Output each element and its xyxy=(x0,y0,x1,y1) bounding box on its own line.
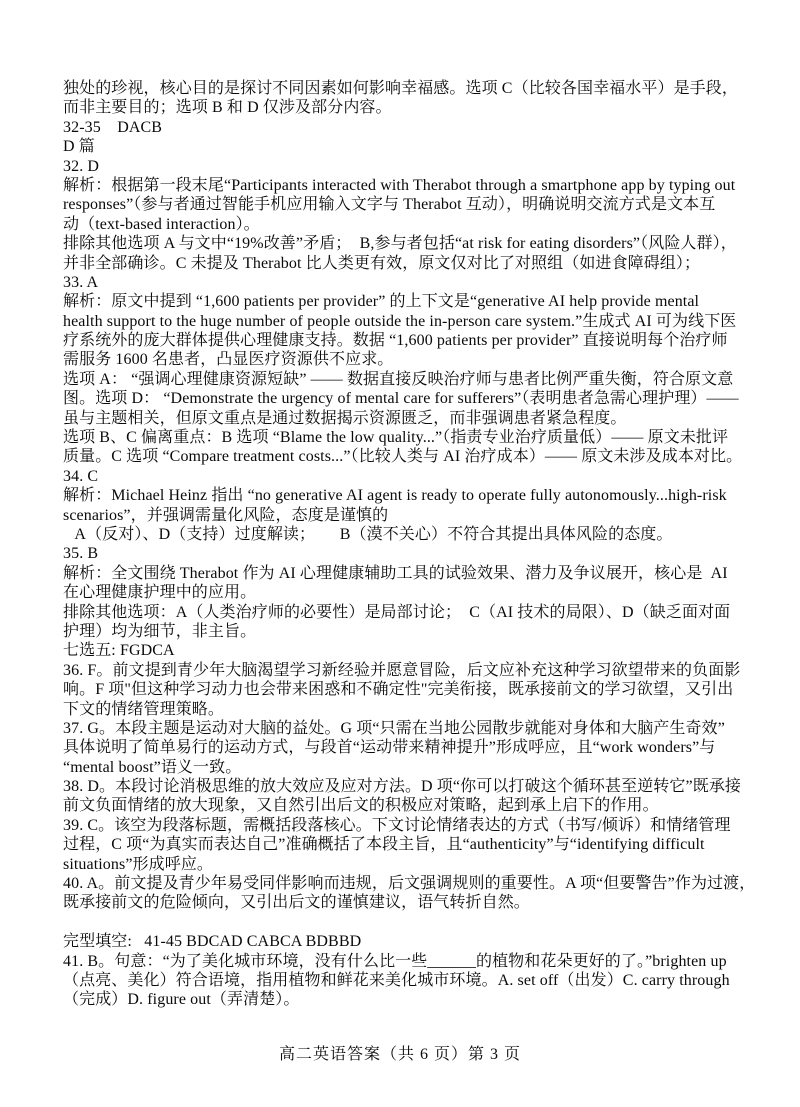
document-line: 具体说明了简单易行的运动方式，与段首“运动带来精神提升”形成呼应，且“work wonders”与 xyxy=(63,739,716,757)
document-line: 动（text-based interaction）。 xyxy=(63,215,260,233)
document-line: 38. D。本段讨论消极思维的放大效应及应对方法。D 项“你可以打破这个循环甚至逆转它”既承接 xyxy=(63,778,742,796)
document-line: scenarios”，并强调需量化风险，态度是谨慎的 xyxy=(63,506,389,524)
document-line: 既承接前文的危险倾向，又引出后文的谨慎建议，语气转折自然。 xyxy=(63,894,530,912)
document-line: 解析：Michael Heinz 指出 “no generative AI agent is ready to operate fully autonomously...high-risk xyxy=(63,487,727,505)
document-line: 35. B xyxy=(63,545,99,563)
document-line: 解析：根据第一段末尾“Participants interacted with Therabot through a smartphone app by typing out xyxy=(63,176,736,194)
document-line: 33. A xyxy=(63,273,99,291)
document-line: 36. F。前文提到青少年大脑渴望学习新经验并愿意冒险，后文应补充这种学习欲望带来的负面影 xyxy=(63,661,741,679)
document-line: 排除其他选项 A 与文中“19%改善”矛盾； B,参与者包括“at risk for eating disorders”（风险人群）， xyxy=(63,235,737,253)
document-line: 需服务 1600 名患者，凸显医疗资源供不应求。 xyxy=(63,351,394,369)
document-line: 图。选项 D： “Demonstrate the urgency of mental care for sufferers”（表明患者急需心理护理）—— xyxy=(63,390,739,408)
document-line: 解析：原文中提到 “1,600 patients per provider” 的上下文是“generative AI help provide mental xyxy=(63,293,700,311)
document-line: 虽与主题相关，但原文重点是通过数据揭示资源匮乏，而非强调患者紧急程度。 xyxy=(63,409,627,427)
document-line: 质量。C 选项 “Compare treatment costs...”（比较人类与 AI 治疗成本）—— 原文未涉及成本对比。 xyxy=(63,448,743,466)
document-line: responses”（参与者通过智能手机应用输入文字与 Therabot 互动），明确说明交流方式是文本互 xyxy=(63,196,716,214)
document-line: 40. A。前文提及青少年易受同伴影响而违规，后文强调规则的重要性。A 项“但要警告”作为过渡， xyxy=(63,875,756,893)
document-line: 独处的珍视，核心目的是探讨不同因素如何影响幸福感。选项 C（比较各国幸福水平）是手段， xyxy=(63,80,738,97)
document-line: “mental boost”语义一致。 xyxy=(63,758,242,776)
document-line: 选项 B、C 偏离重点：B 选项 “Blame the low quality...”（指责专业治疗质量低）—— 原文未批评 xyxy=(63,429,729,447)
document-line: 32-35 DACB xyxy=(63,118,163,136)
document-line: health support to the huge number of people outside the in-person care system.”生成式 AI 可为线下医 xyxy=(63,312,737,330)
document-line: 完型填空: 41-45 BDCAD CABCA BDBBD xyxy=(63,933,362,951)
document-blank-line xyxy=(63,913,743,932)
document-line: 响。F 项"但这种学习动力也会带来困惑和不确定性"完美衔接，既承接前文的学习欲望，又引出 xyxy=(63,681,734,699)
document-line: 过程，C 项“为真实而表达自己”准确概括了本段主旨，且“authenticity”与“identifying difficult xyxy=(63,836,705,854)
document-line: 32. D xyxy=(63,157,100,175)
document-line: 34. C xyxy=(63,467,99,485)
document-line: 在心理健康护理中的应用。 xyxy=(63,584,257,602)
document-line: A（反对）、D（支持）过度解读； B（漠不关心）不符合其提出具体风险的态度。 xyxy=(63,525,673,543)
document-line: 七选五: FGDCA xyxy=(63,642,175,660)
document-line: 护理）均为细节，非主旨。 xyxy=(63,622,257,640)
document-line: 并非全部确诊。C 未提及 Therabot 比人类更有效，原文仅对比了对照组（如进食障碍组）； xyxy=(63,254,701,272)
document-line: （点亮、美化）符合语境，指用植物和鲜花来美化城市环境。A. set off（出发）C. carry through xyxy=(63,971,730,989)
document-line: 解析：全文围绕 Therabot 作为 AI 心理健康辅助工具的试验效果、潜力及争议展开，核心是 AI xyxy=(63,564,728,582)
document-body xyxy=(63,79,756,1010)
document-line: 前文负面情绪的放大现象，又自然引出后文的积极应对策略，起到承上启下的作用。 xyxy=(63,797,659,815)
document-line: D 篇 xyxy=(63,138,95,156)
document-line: 41. B。句意：“为了美化城市环境，没有什么比一些______的植物和花朵更好的了。”brighten up xyxy=(63,952,727,970)
document-line: situations”形成呼应。 xyxy=(63,855,214,873)
document-line: 37. G。本段主题是运动对大脑的益处。G 项“只需在当地公园散步就能对身体和大脑产生奇效” xyxy=(63,719,725,737)
document-line: （完成）D. figure out（弄清楚）。 xyxy=(63,991,300,1009)
document-line: 选项 A： “强调心理健康资源短缺” —— 数据直接反映治疗师与患者比例严重失衡，符合原文意 xyxy=(63,370,734,388)
document-line: 而非主要目的；选项 B 和 D 仅涉及部分内容。 xyxy=(63,99,392,117)
document-line: 排除其他选项：A（人类治疗师的必要性）是局部讨论； C（AI 技术的局限）、D（缺乏面对面 xyxy=(63,603,731,621)
document-line: 39. C。该空为段落标题，需概括段落核心。下文讨论情绪表达的方式（书写/倾诉）和情绪管理 xyxy=(63,816,731,834)
page-footer: 高二英语答案（共 6 页）第 3 页 xyxy=(278,1046,521,1063)
document-line: 疗系统外的庞大群体提供心理健康支持。数据 “1,600 patients per provider” 直接说明每个治疗师 xyxy=(63,332,728,350)
document-line: 下文的情绪管理策略。 xyxy=(63,700,225,718)
